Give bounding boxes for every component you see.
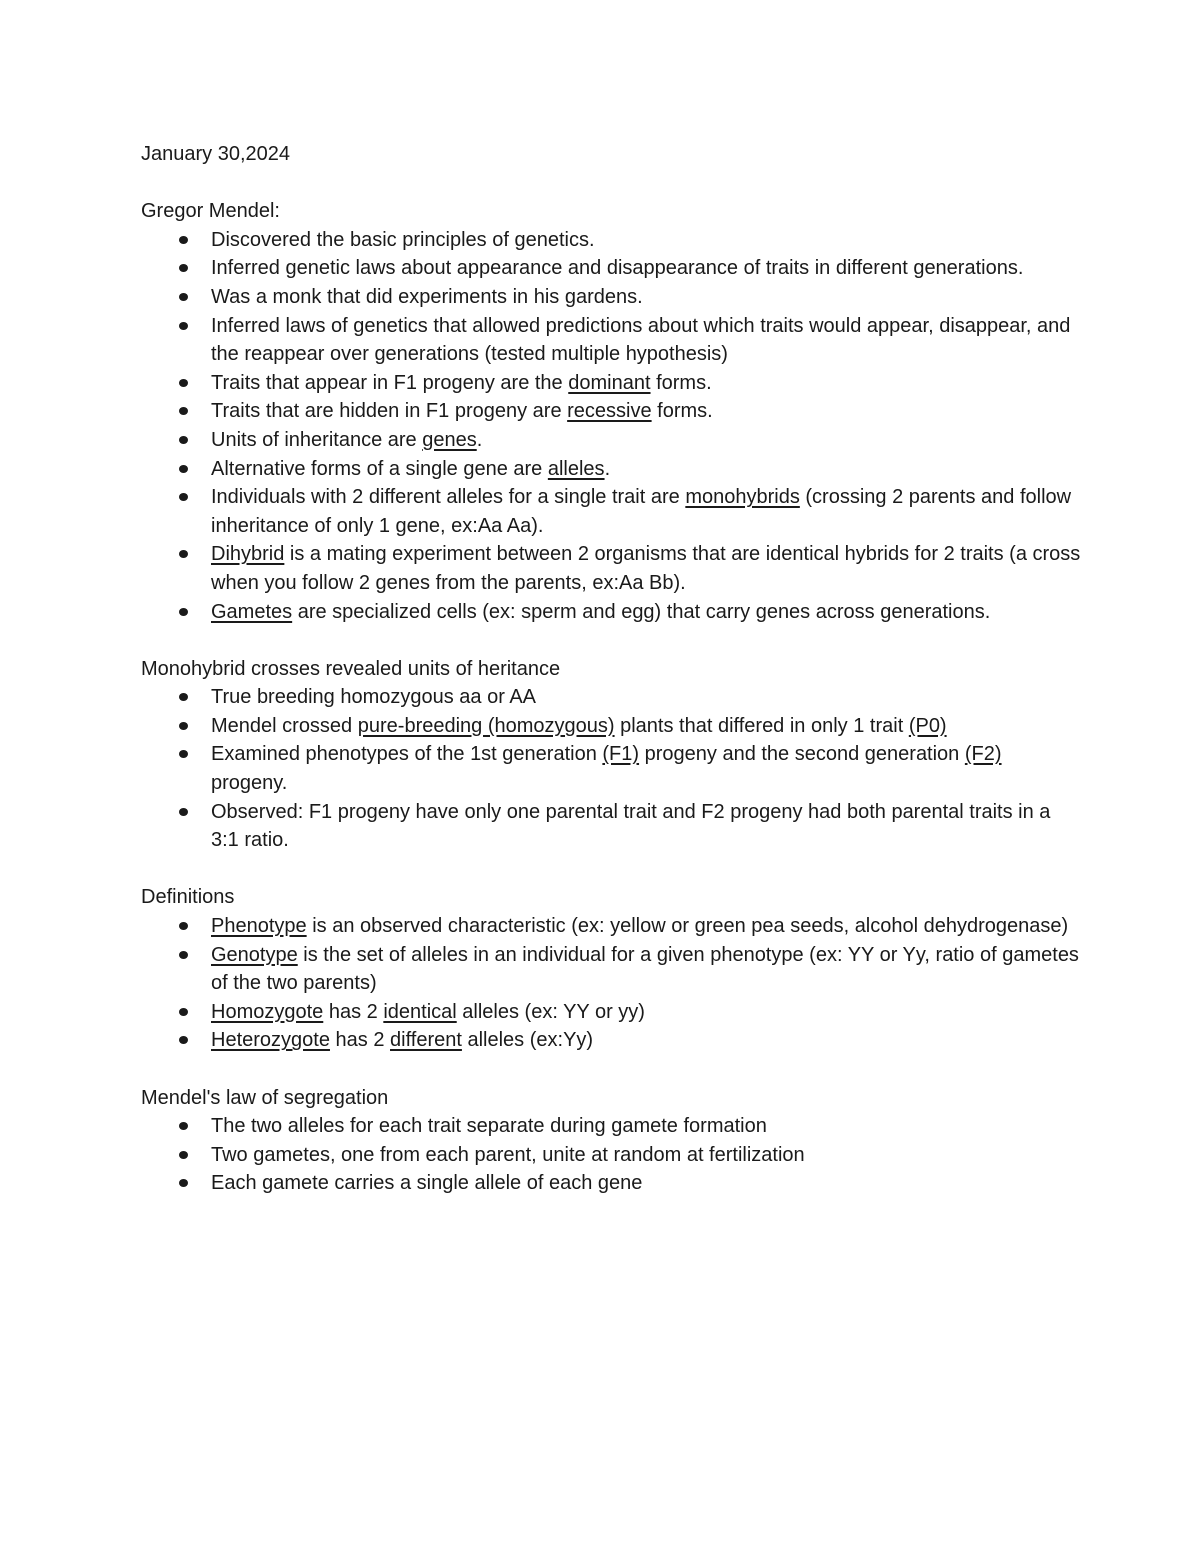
underlined-term: identical (383, 1000, 457, 1023)
text-segment: Each gamete carries a single allele of each gene (211, 1172, 643, 1195)
list-item (141, 998, 1081, 1027)
text-segment: Alternative forms of a single gene are (211, 457, 548, 480)
list-item (141, 369, 1081, 398)
underlined-term: Homozygote (211, 1000, 324, 1023)
text-segment: Units of inheritance are (211, 428, 423, 451)
bullet-list (141, 912, 1081, 1055)
text-segment: . (604, 457, 611, 480)
list-item (141, 455, 1081, 484)
text-segment: are specialized cells (ex: sperm and egg) that carry genes across generations. (292, 600, 991, 623)
bullet-list (141, 683, 1081, 855)
text-segment: has 2 (323, 1000, 384, 1023)
text-segment: Observed: F1 progeny have only one parental trait and F2 progeny had both parental traits in a 3:1 ratio. (211, 800, 1051, 852)
list-item (141, 254, 1081, 283)
list-item (141, 1141, 1081, 1170)
section (141, 655, 1081, 855)
list-item (141, 683, 1081, 712)
underlined-term: dominant (568, 371, 651, 394)
text-segment: Inferred genetic laws about appearance and disappearance of traits in different generations. (211, 257, 1024, 280)
text-segment: (crossing 2 parents and follow inheritance of only 1 gene, ex:Aa Aa). (211, 486, 1072, 537)
underlined-term: Phenotype (211, 915, 307, 938)
text-segment: Inferred laws of genetics that allowed predictions about which traits would appear, disappear, and the reappear over generations (tested multiple hypothesis) (211, 314, 1071, 366)
underlined-term: (P0) (908, 714, 947, 737)
underlined-term: genes (422, 428, 477, 451)
list-item (141, 283, 1081, 312)
underlined-term: (F2) (964, 743, 1002, 766)
text-segment: plants that differed in only 1 trait (614, 714, 909, 737)
section-title: Mendel's law of segregation (141, 1086, 389, 1109)
bullet-list (141, 1112, 1081, 1198)
text-segment: Examined phenotypes of the 1st generation (211, 743, 603, 766)
text-segment: is a mating experiment between 2 organisms that are identical hybrids for 2 traits (a cross when you follow 2 genes from the parents, ex:Aa Bb). (211, 543, 1081, 594)
text-segment: Individuals with 2 different alleles for a single trait are (211, 486, 686, 509)
text-segment: is an observed characteristic (ex: yellow or green pea seeds, alcohol dehydrogenase) (306, 915, 1069, 938)
text-segment: Traits that appear in F1 progeny are the (211, 371, 569, 394)
underlined-term: alleles (547, 457, 605, 480)
underlined-term: Gametes (211, 600, 293, 623)
underlined-term: (F1) (602, 743, 640, 766)
list-item (141, 226, 1081, 255)
section-title: Monohybrid crosses revealed units of heritance (141, 657, 561, 680)
text-segment: Mendel crossed (211, 714, 358, 737)
text-segment: . (476, 428, 483, 451)
list-item (141, 540, 1081, 597)
list-item (141, 712, 1081, 741)
list-item (141, 483, 1081, 540)
text-segment: progeny and the second generation (639, 743, 965, 766)
underlined-term: Heterozygote (211, 1029, 330, 1052)
date-heading: January 30,2024 (141, 143, 291, 165)
underlined-term: recessive (567, 400, 652, 423)
section (141, 197, 1081, 626)
sections-container (141, 197, 1081, 1198)
text-segment: Was a monk that did experiments in his gardens. (211, 285, 643, 308)
underlined-term: Genotype (211, 943, 298, 966)
underlined-term: pure-breeding (homozygous) (357, 714, 615, 737)
list-item (141, 312, 1081, 369)
list-item (141, 1026, 1081, 1055)
section-title: Definitions (141, 886, 235, 909)
list-item (141, 798, 1081, 855)
bullet-list (141, 226, 1081, 626)
section-title: Gregor Mendel: (141, 200, 280, 223)
text-segment: Discovered the basic principles of genetics. (211, 228, 595, 251)
text-segment: progeny. (211, 772, 288, 795)
list-item (141, 397, 1081, 426)
list-item (141, 1112, 1081, 1141)
text-segment: The two alleles for each trait separate during gamete formation (211, 1115, 767, 1138)
text-segment: Traits that are hidden in F1 progeny are (211, 400, 568, 423)
underlined-term: Dihybrid (211, 543, 285, 566)
list-item (141, 598, 1081, 627)
text-segment: is the set of alleles in an individual for a given phenotype (ex: YY or Yy, ratio of gametes of the two parents) (211, 943, 1079, 995)
underlined-term: monohybrids (685, 486, 800, 509)
underlined-term: different (390, 1029, 462, 1052)
list-item (141, 426, 1081, 455)
text-segment: alleles (ex: YY or yy) (456, 1000, 645, 1023)
text-segment: True breeding homozygous aa or AA (211, 686, 537, 709)
text-segment: has 2 (329, 1029, 391, 1052)
text-segment: alleles (ex:Yy) (461, 1029, 594, 1052)
text-segment: Two gametes, one from each parent, unite at random at fertilization (211, 1143, 805, 1166)
section (141, 1084, 1081, 1198)
section (141, 883, 1081, 1055)
list-item (141, 941, 1081, 998)
list-item (141, 1169, 1081, 1198)
list-item (141, 740, 1081, 797)
document-page (141, 140, 1081, 1198)
text-segment: forms. (650, 371, 712, 394)
list-item (141, 912, 1081, 941)
text-segment: forms. (651, 400, 713, 423)
